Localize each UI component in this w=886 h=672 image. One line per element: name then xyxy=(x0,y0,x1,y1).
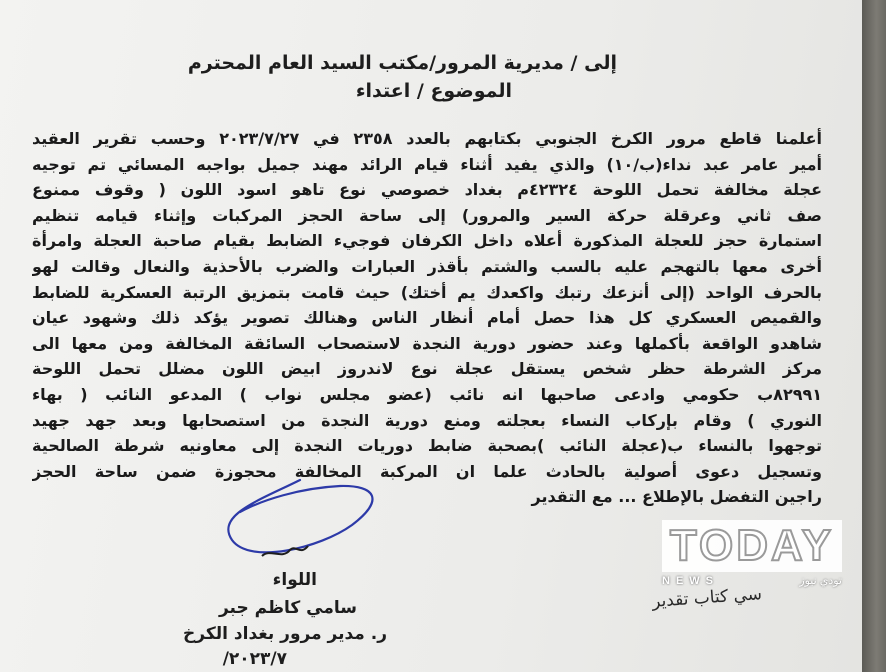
body-line: استمارة حجز للعجلة المذكورة أعلاه داخل الكرفان فوجيء الضابط بقيام صاحبة العجلة وامرأة xyxy=(32,231,822,251)
subject-line: الموضوع / اعتداء xyxy=(355,80,512,102)
body-line: أمير عامر عبد نداء(ب/١٠) والذي يفيد أثناء قيام الرائد مهند جميل بواجبه المسائي تم توجيه xyxy=(32,154,822,174)
addressee-line: إلى / مديرية المرور/مكتب السيد العام المحترم xyxy=(187,52,617,74)
signatory-rank: اللواء xyxy=(272,570,317,590)
document-date: ٢٠٢٣/٧/ xyxy=(222,649,287,669)
body-line: صف ثاني وعرقلة حركة السير والمرور) إلى ساحة الحجز المركبات وإثناء قيامه تنظيم xyxy=(32,205,822,225)
body-line: وتسجيل دعوى أصولية بالحادث علما ان المركبة المخالفة محجوزة ضمن ساحة الحجز xyxy=(32,461,822,481)
body-line: أخرى معها بالتهجم عليه بالسب والشتم بأقذر العبارات والضرب بالأحذية والنعال وقالت لهو xyxy=(32,256,822,276)
watermark-subtitle xyxy=(662,574,842,587)
handwritten-note: سي كتاب تقدير xyxy=(651,584,763,612)
body-line: شاهدو الواقعة بأكملها وعند حضور دورية النجدة لاستصحاب السائقة المخالفة ومن معها الى xyxy=(32,333,822,353)
watermark-brand: TODAY xyxy=(669,521,835,570)
body-line: ٨٢٩٩١ب حكومي وادعى صاحبها انه نائب (عضو مجلس نواب ) المدعو النائب ( بهاء xyxy=(32,384,822,404)
body-line: والقميص العسكري كل هذا حصل أمام أنظار الناس وهنالك تصوير يؤكد ذلك وشهود عيان xyxy=(32,308,822,328)
background-edge xyxy=(862,0,886,672)
body-line: مركز الشرطة حظر شخص يستقل عجلة نوع لاندروز ابيض اللون مضلل تحمل اللوحة xyxy=(32,359,822,379)
signatory-name: سامي كاظم جبر xyxy=(218,598,357,618)
signatory-title: ر. مدير مرور بغداد الكرخ xyxy=(183,624,387,644)
body-line: توجهوا بالنساء ب(عجلة النائب )بصحبة ضابط دوريات النجدة إلى معاونيه شرطة الصالحية xyxy=(32,436,822,456)
body-line: راجين التفضل بالإطلاع ... مع التقدير xyxy=(531,487,822,507)
body-line: عجلة مخالفة تحمل اللوحة ٤٢٣٢٤م بغداد خصوصي نوع تاهو اسود اللون ( وقوف ممنوع xyxy=(32,180,822,200)
body-line: النوري ) وقام بإركاب النساء بعجلته ومنع دورية النجدة من استصحابها وبعد جهد جهيد xyxy=(32,410,822,430)
watermark-sub-en: NEWS xyxy=(662,574,719,587)
watermark-sub-ar: تودي نيوز xyxy=(799,575,842,587)
today-news-watermark xyxy=(662,520,842,572)
body-line: بالحرف الواحد (إلى أنزعك رتبك واكعدك يم أختك) حيث قامت بتمزيق الرتبة العسكرية للضابط xyxy=(32,282,822,302)
body-line: أعلمنا قاطع مرور الكرخ الجنوبي بكتابهم بالعدد ٢٣٥٨ في ٢٠٢٣/٧/٢٧ وحسب تقرير العقيد xyxy=(32,129,822,148)
